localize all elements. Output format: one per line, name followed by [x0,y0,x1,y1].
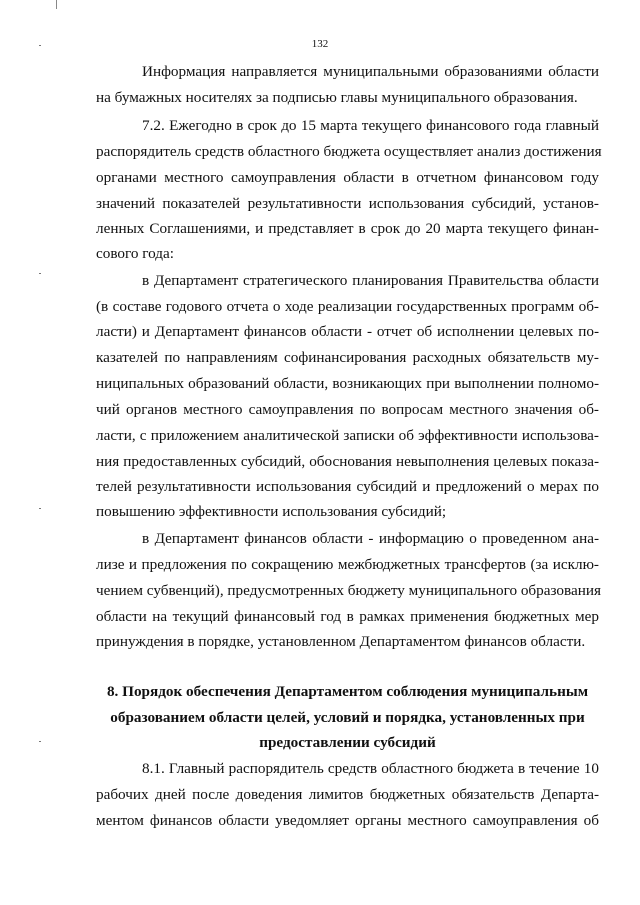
paragraph-line: в Департамент финансов области - информацию о проведенном ана- [142,530,599,547]
section-heading: образованием области целей, условий и порядка, установленных при [110,709,585,726]
paragraph-line: области на текущий финансовый год в рамках применения бюджетных мер [96,608,599,625]
paragraph-line: 7.2. Ежегодно в срок до 15 марта текущего финансового года главный [142,117,599,134]
paragraph-line: на бумажных носителях за подписью главы муниципального образования. [96,89,578,106]
paragraph-line: значений показателей результативности использования субсидий, установ- [96,195,599,212]
paragraph-line: ласти, с приложением аналитической записки об эффективности использова- [96,427,599,444]
paragraph-line: распорядитель средств областного бюджета осуществляет анализ достижения [96,143,602,160]
paragraph-line: Информация направляется муниципальными образованиями области [142,63,599,80]
paragraph-line: 8.1. Главный распорядитель средств областного бюджета в течение 10 [142,760,599,777]
paragraph-line: (в составе годового отчета о ходе реализации государственных программ об- [96,298,599,315]
margin-mark [39,741,41,742]
margin-mark [39,273,41,274]
paragraph-line: в Департамент стратегического планирования Правительства области [142,272,599,289]
section-heading: предоставлении субсидий [259,734,436,751]
section-heading: 8. Порядок обеспечения Департаментом соблюдения муниципальным [106,683,589,700]
paragraph-line: повышению эффективности использования субсидий; [96,503,447,520]
paragraph-line: сового года: [96,245,174,262]
paragraph-line: ниципальных образований области, возникающих при выполнении полномо- [96,375,599,392]
paragraph-line: телей результативности использования субсидий и предложений о мерах по [96,478,599,495]
page-number: 132 [311,38,329,50]
paragraph-line: принуждения в порядке, установленном Департаментом финансов области. [96,633,586,650]
scan-edge-mark [56,0,57,9]
paragraph-line: ленных Соглашениями, и представляет в срок до 20 марта текущего финан- [96,220,599,237]
paragraph-line: лизе и предложения по сокращению межбюджетных трансфертов (за исклю- [96,556,599,573]
paragraph-line: чением субвенций), предусмотренных бюджету муниципального образования [96,582,601,599]
paragraph-line: ния предоставленных субсидий, обоснования невыполнения целевых показа- [96,453,599,470]
paragraph-line: ментом финансов области уведомляет органы местного самоуправления об [96,812,599,829]
paragraph-line: органами местного самоуправления области в отчетном финансовом году [96,169,599,186]
paragraph-line: рабочих дней после доведения лимитов бюджетных обязательств Департа- [96,786,599,803]
paragraph-line: казателей по направлениям софинансирования расходных обязательств му- [96,349,599,366]
paragraph-line: ласти) и Департамент финансов области - отчет об исполнении целевых по- [96,323,599,340]
paragraph-line: чий органов местного самоуправления по вопросам местного значения об- [96,401,599,418]
margin-mark [39,508,41,509]
